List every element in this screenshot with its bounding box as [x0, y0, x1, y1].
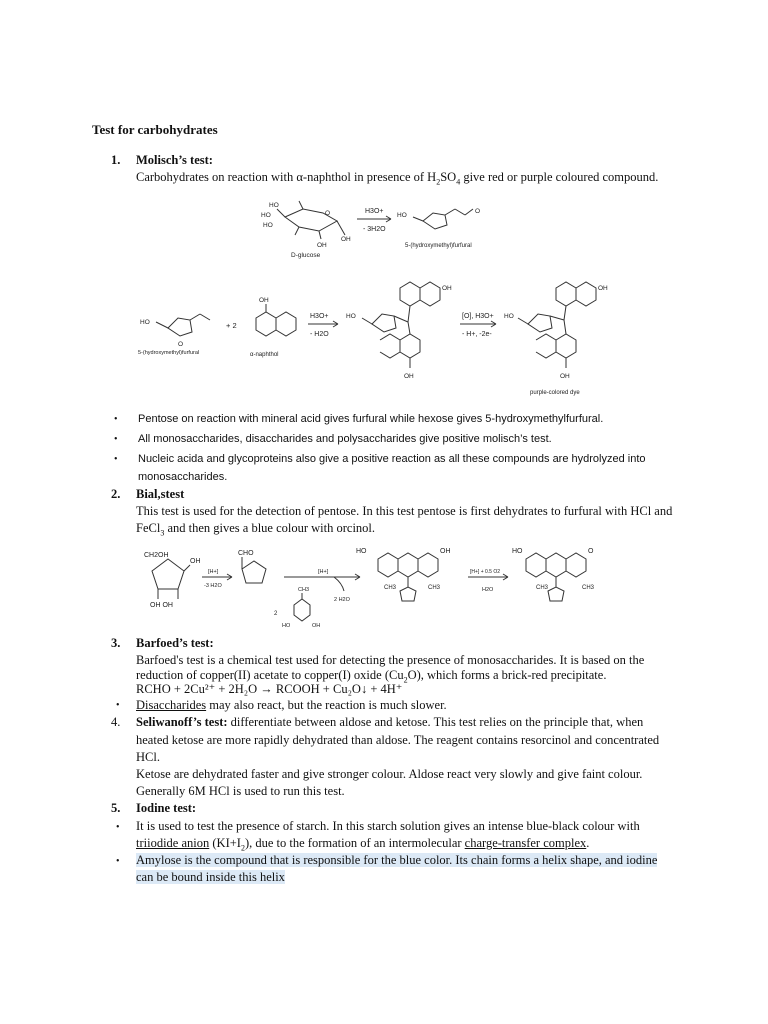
hmf-ho: HO — [397, 212, 407, 219]
bullet-marker: • — [114, 434, 118, 445]
molisch-bullet-3-cont: monosaccharides. — [138, 471, 228, 483]
hmf-label: 5-(hydroxymethyl)furfural — [405, 243, 472, 249]
bullet-marker: • — [114, 454, 118, 465]
section-heading-barfoed: Barfoed’s test: — [136, 636, 214, 650]
scheme1-reagent-top: H3O+ — [365, 208, 384, 215]
section-number-barfoed: 3. — [111, 636, 121, 650]
iodine-bullet-1-line-2: triiodide anion $(KI+I_2)$, due to the formation of an intermolecular charge-transfer complex. — [136, 836, 590, 853]
bial-two-water: 2 H2O — [334, 597, 350, 603]
section-number-bial: 2. — [111, 487, 121, 501]
section-heading-seliwanoff: Seliwanoff’s test: — [136, 715, 228, 729]
section-heading-bial: Bial,stest — [136, 487, 185, 501]
bial-oxidation-reagent: [H+] + 0.5 O2 — [470, 569, 501, 575]
hmf2-o: O — [178, 341, 184, 348]
molisch-bullet-3: Nucleic acida and glycoproteins also give a positive reaction as all these compounds are hydrolyzed into — [138, 453, 646, 465]
scheme2-reagent2-bottom: - H+, -2e- — [462, 331, 492, 338]
section-number-iodine: 5. — [111, 801, 121, 815]
product-ch3-right: CH3 — [428, 585, 441, 591]
final-o: O — [588, 548, 594, 555]
final-ch3-right: CH3 — [582, 585, 595, 591]
mid-oh-bottom: OH — [404, 373, 414, 380]
molisch-scheme-glucose-to-hmf — [255, 195, 505, 265]
bial-line-1: This test is used for the detection of pentose. In this test pentose is first dehydrates to furfural with HCl and — [136, 504, 673, 518]
molisch-scheme-hmf-to-dye — [138, 270, 628, 400]
glucose-ho-2: HO — [261, 212, 271, 219]
final-ch3-left: CH3 — [536, 585, 549, 591]
furfural-cho: CHO — [238, 550, 254, 557]
ribose-ch2oh: CH2OH — [144, 552, 169, 559]
naphthol-oh: OH — [259, 297, 269, 304]
dye-ho: HO — [504, 313, 514, 320]
glucose-oh-1: OH — [317, 242, 327, 249]
hmf-o: O — [475, 208, 481, 215]
triiodide-link[interactable]: triiodide anion — [136, 836, 210, 850]
section-number-seliwanoff: 4. — [111, 715, 121, 729]
section-number-molisch: 1. — [111, 153, 121, 167]
bial-reaction-scheme — [138, 543, 628, 633]
bullet-marker: • — [116, 822, 120, 833]
bial-line-2: FeCl$_3$ and then gives a blue colour with orcinol. — [136, 521, 376, 538]
plus-two: + 2 — [226, 321, 237, 330]
molisch-description: Carbohydrates on reaction with α-naphthol in presence of $H_2SO_4$ give red or purple coloured compound. — [136, 170, 659, 187]
barfoed-line-1: Barfoed's test is a chemical test used for detecting the presence of monosaccharides. It is based on the — [136, 653, 645, 667]
bial-acid-1: [H+] — [208, 569, 219, 575]
seliwanoff-line-4: Ketose are dehydrated faster and give stronger colour. Aldose react very slowly and give faint colour. — [136, 767, 643, 781]
final-ho: HO — [512, 548, 523, 555]
iodine-bullet-2-line-1: Amylose is the compound that is responsible for the blue color. Its chain forms a helix shape, and iodine — [136, 853, 658, 867]
orcinol-ho: HO — [282, 623, 291, 629]
seliwanoff-line-2: heated ketose are more rapidly dehydrated than aldose. The reagent contains resorcinol and concentrated — [136, 733, 660, 747]
document-title: Test for carbohydrates — [92, 122, 218, 137]
scheme2-reagent1-top: H3O+ — [310, 313, 329, 320]
mid-ho: HO — [346, 313, 356, 320]
hmf2-ho: HO — [140, 319, 150, 326]
mid-oh-top: OH — [442, 285, 452, 292]
glucose-label: D-glucose — [291, 252, 321, 259]
dye-oh-top: OH — [598, 285, 608, 292]
dye-label: purple-colored dye — [530, 390, 580, 396]
product-ch3-left: CH3 — [384, 585, 397, 591]
section-heading-molisch: Molisch’s test: — [136, 153, 213, 167]
barfoed-line-2: reduction of copper(II) acetate to copper(I) oxide $(Cu_2O)$, which forms a brick-red precipitate. — [136, 668, 607, 685]
bullet-marker: • — [114, 414, 118, 425]
product-ho: HO — [356, 548, 367, 555]
orcinol-ch3: CH3 — [298, 587, 310, 593]
glucose-oh-2: OH — [341, 236, 351, 243]
orcinol-oh: OH — [312, 623, 321, 629]
ribose-oh: OH — [190, 558, 201, 565]
bial-acid-2: [H+] — [318, 569, 329, 575]
glucose-ho-3: HO — [263, 222, 273, 229]
dye-oh-bottom: OH — [560, 373, 570, 380]
glucose-ring-o: O — [325, 210, 331, 217]
seliwanoff-line-3: HCl. — [136, 750, 160, 764]
bullet-marker: • — [116, 856, 120, 867]
iodine-bullet-1-line-1: It is used to test the presence of starch. In this starch solution gives an intense blue-black colour with — [136, 819, 640, 833]
iodine-bullet-2-line-2: can be bound inside this helix — [136, 870, 285, 884]
naphthol-label: α-naphthol — [250, 352, 279, 358]
charge-transfer-link[interactable]: charge-transfer complex — [464, 836, 587, 850]
hmf2-label: 5-(hydroxymethyl)furfural — [138, 350, 200, 356]
bullet-marker: • — [116, 700, 120, 711]
section-heading-iodine: Iodine test: — [136, 801, 197, 815]
seliwanoff-line-5: Generally 6M HCl is used to run this test. — [136, 784, 345, 798]
molisch-bullet-1: Pentose on reaction with mineral acid gives furfural while hexose gives 5-hydroxymethylfurfural. — [138, 413, 604, 425]
bial-water: H2O — [482, 587, 494, 593]
glucose-ho-1: HO — [269, 202, 279, 209]
scheme2-reagent2-top: [O], H3O+ — [462, 313, 494, 320]
bial-minus-water: -3 H2O — [204, 583, 222, 589]
molisch-bullet-2: All monosaccharides, disaccharides and polysaccharides give positive molisch’s test. — [138, 433, 552, 445]
seliwanoff-line-1: Seliwanoff’s test: differentiate between aldose and ketose. This test relies on the principle that, when — [136, 715, 644, 729]
barfoed-bullet: Disaccharides may also react, but the reaction is much slower. — [136, 698, 447, 712]
orcinol-coefficient: 2 — [274, 611, 278, 617]
product-oh: OH — [440, 548, 451, 555]
scheme2-reagent1-bottom: - H2O — [310, 331, 329, 338]
disaccharides-link[interactable]: Disaccharides — [136, 698, 207, 712]
ribose-oh-oh: OH OH — [150, 602, 173, 609]
scheme1-reagent-bottom: - 3H2O — [363, 226, 386, 233]
barfoed-equation: RCHO + 2Cu²⁺ + 2H₂O → RCOOH + Cu₂O↓ + 4H⁺ — [136, 682, 403, 696]
